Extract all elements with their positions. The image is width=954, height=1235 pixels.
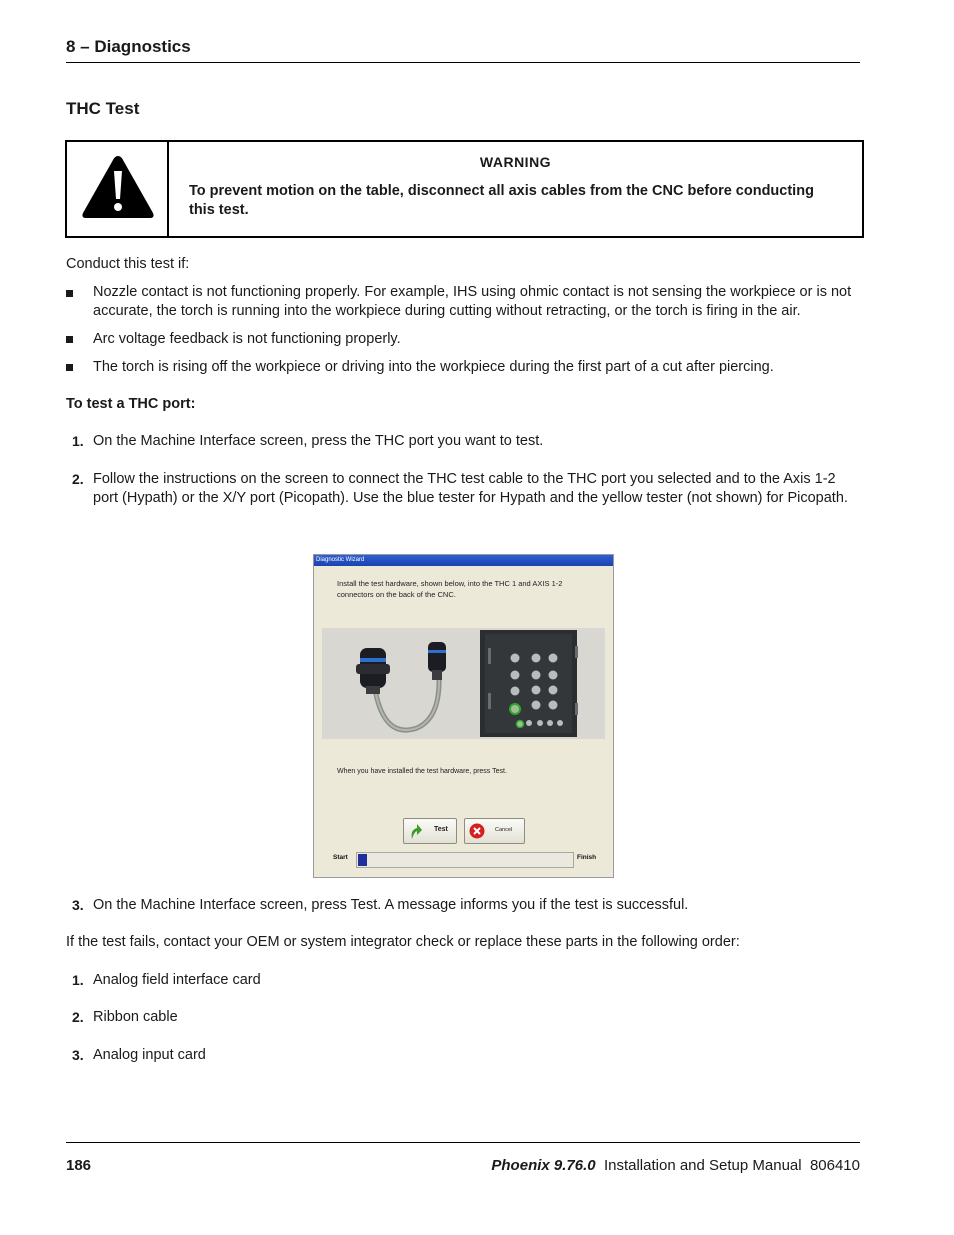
product-name: Phoenix 9.76.0 [491,1157,596,1174]
part-text: Analog input card [93,1047,206,1063]
step-number: 3. [72,897,84,913]
part-text: Ribbon cable [93,1009,178,1025]
wizard-instruction: Install the test hardware, shown below, into the THC 1 and AXIS 1-2 connectors on the back of the CNC. [337,579,563,599]
diagnostic-wizard-screenshot [313,554,614,878]
warning-icon-cell [67,142,169,236]
wizard-test-button[interactable] [403,818,457,844]
test-button-label: Test [434,826,448,833]
cancel-button-label: Cancel [495,827,513,833]
test-cable-illustration [322,628,605,739]
bullet-item: The torch is rising off the workpiece or driving into the workpiece during the first part of a cut after piercing. [93,359,774,375]
warning-title: WARNING [479,154,552,170]
part-text: Analog field interface card [93,972,261,988]
progress-fill [358,854,367,866]
part-number: 2. [72,1009,84,1025]
doc-number: 806410 [809,1157,860,1174]
wizard-title-bar: Diagnostic Wizard [314,555,613,566]
part-number: 3. [72,1047,84,1063]
footer-title [491,1157,860,1174]
fail-text: If the test fails, contact your OEM or system integrator check or replace these parts in the following order: [66,934,740,950]
step-number: 1. [72,433,84,449]
step-text: On the Machine Interface screen, press Test. A message informs you if the test is successful. [93,897,689,913]
progress-finish-label: Finish [577,854,597,861]
section-title: THC Test [66,99,140,118]
wizard-cancel-button[interactable] [464,818,525,844]
part-number: 1. [72,972,84,988]
manual-name: Installation and Setup Manual [603,1157,802,1174]
wizard-instruction-press-test: When you have installed the test hardware, press Test. [337,768,507,775]
page-number: 186 [66,1157,92,1174]
footer-rule [66,1142,860,1143]
step-text: On the Machine Interface screen, press the THC port you want to test. [93,433,544,449]
header-rule [66,62,860,63]
section-header: 8 – Diagnostics [66,37,191,56]
test-hardware-image [322,628,605,739]
green-arrow-icon [409,822,423,840]
bullet-marker [66,290,73,297]
cancel-x-icon [469,823,485,839]
warning-box [65,140,864,238]
wizard-progress-bar [356,852,574,868]
warning-text: To prevent motion on the table, disconnect all axis cables from the CNC before conducting this test. [189,183,814,218]
step-number: 2. [72,471,84,487]
intro-text: Conduct this test if: [66,256,190,272]
step-text: Follow the instructions on the screen to connect the THC test cable to the THC port you selected and to the Axis 1-2 port (Hypath) or the X/Y port (Picopath). Use the blue tester for Hypath and the yellow tester (not shown) for Picopath. [93,471,848,506]
procedure-title: To test a THC port: [66,396,196,412]
warning-triangle-icon [80,153,156,221]
progress-start-label: Start [333,854,348,861]
bullet-item: Arc voltage feedback is not functioning properly. [93,331,401,347]
bullet-marker [66,364,73,371]
bullet-item: Nozzle contact is not functioning properly. For example, IHS using ohmic contact is not sensing the workpiece or is not accurate, the torch is running into the workpiece during cutting without retracting, or the torch is firing in the air. [93,284,852,319]
bullet-marker [66,336,73,343]
